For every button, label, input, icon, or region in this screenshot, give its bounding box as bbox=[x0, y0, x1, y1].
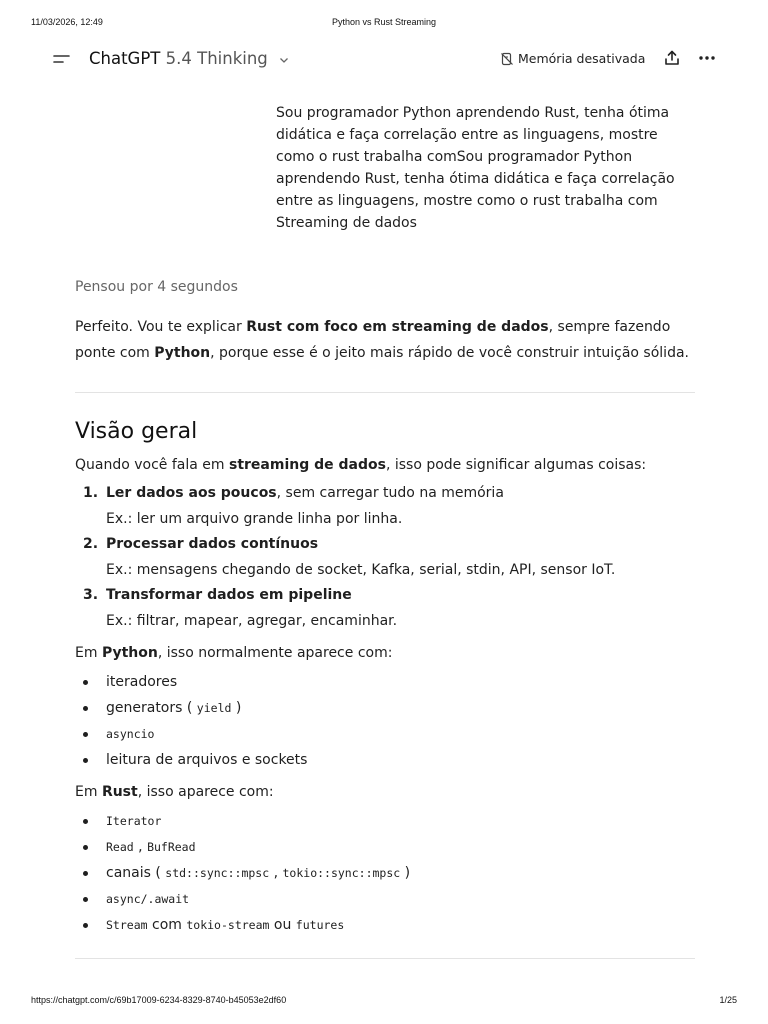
more-icon[interactable] bbox=[698, 54, 716, 62]
steps-list bbox=[75, 481, 695, 634]
list-item: canais ( std::sync::mpsc , tokio::sync::mpsc ) bbox=[75, 860, 695, 886]
section-title: Visão geral bbox=[75, 419, 198, 444]
python-lead: Em Python, isso normalmente aparece com: bbox=[75, 645, 393, 661]
section-lead: Quando você fala em streaming de dados, isso pode significar algumas coisas: bbox=[75, 457, 647, 473]
model-name: 5.4 Thinking bbox=[165, 49, 268, 68]
list-item: Read , BufRead bbox=[75, 834, 695, 860]
list-item: Iterator bbox=[75, 808, 695, 834]
list-item: 3. Transformar dados em pipeline Ex.: filtrar, mapear, agregar, encaminhar. bbox=[83, 587, 398, 629]
list-item: async/.await bbox=[75, 886, 695, 912]
share-icon[interactable] bbox=[663, 49, 681, 67]
top-bar bbox=[0, 44, 768, 74]
list-item: asyncio bbox=[75, 721, 695, 747]
print-url: https://chatgpt.com/c/69b17009-6234-8329-8740-b45053e2df60 bbox=[31, 995, 287, 1005]
rust-lead: Em Rust, isso aparece com: bbox=[75, 784, 274, 800]
rust-list bbox=[75, 808, 695, 938]
list-item: 2. Processar dados contínuos Ex.: mensagens chegando de socket, Kafka, serial, stdin, API, sensor IoT. bbox=[83, 536, 616, 578]
chevron-down-icon bbox=[279, 55, 289, 65]
list-item: generators ( yield ) bbox=[75, 695, 695, 721]
memory-off-icon bbox=[500, 52, 514, 66]
divider bbox=[75, 392, 695, 393]
app-name: ChatGPT bbox=[89, 49, 161, 68]
list-item: iteradores bbox=[75, 669, 695, 695]
user-message: Sou programador Python aprendendo Rust, tenha ótima didática e faça correlação entre as linguagens, mostre como o rust trabalha comSou programador Python aprendendo Rust, tenha ótima didática e faça correlação entre as linguagens, mostre como o rust trabalha com Streaming de dados bbox=[276, 105, 675, 231]
python-list bbox=[75, 669, 695, 773]
list-item: Stream com tokio-stream ou futures bbox=[75, 912, 695, 938]
answer-intro: Perfeito. Vou te explicar Rust com foco em streaming de dados, sempre fazendo ponte com Python, porque esse é o jeito mais rápido de você construir intuição sólida. bbox=[75, 319, 689, 361]
list-item: 1. Ler dados aos poucos, sem carregar tudo na memória Ex.: ler um arquivo grande linha por linha. bbox=[83, 485, 504, 527]
memory-status-button[interactable] bbox=[500, 51, 645, 66]
assistant-answer bbox=[75, 314, 695, 959]
print-page-number: 1/25 bbox=[719, 995, 737, 1005]
menu-icon[interactable] bbox=[52, 52, 70, 66]
divider bbox=[75, 958, 695, 959]
model-selector[interactable] bbox=[89, 49, 289, 68]
list-item: leitura de arquivos e sockets bbox=[75, 747, 695, 773]
print-datetime: 11/03/2026, 12:49 bbox=[31, 17, 103, 27]
thought-status[interactable]: Pensou por 4 segundos bbox=[75, 279, 238, 295]
print-doc-title: Python vs Rust Streaming bbox=[331, 17, 437, 27]
memory-label: Memória desativada bbox=[518, 51, 646, 66]
